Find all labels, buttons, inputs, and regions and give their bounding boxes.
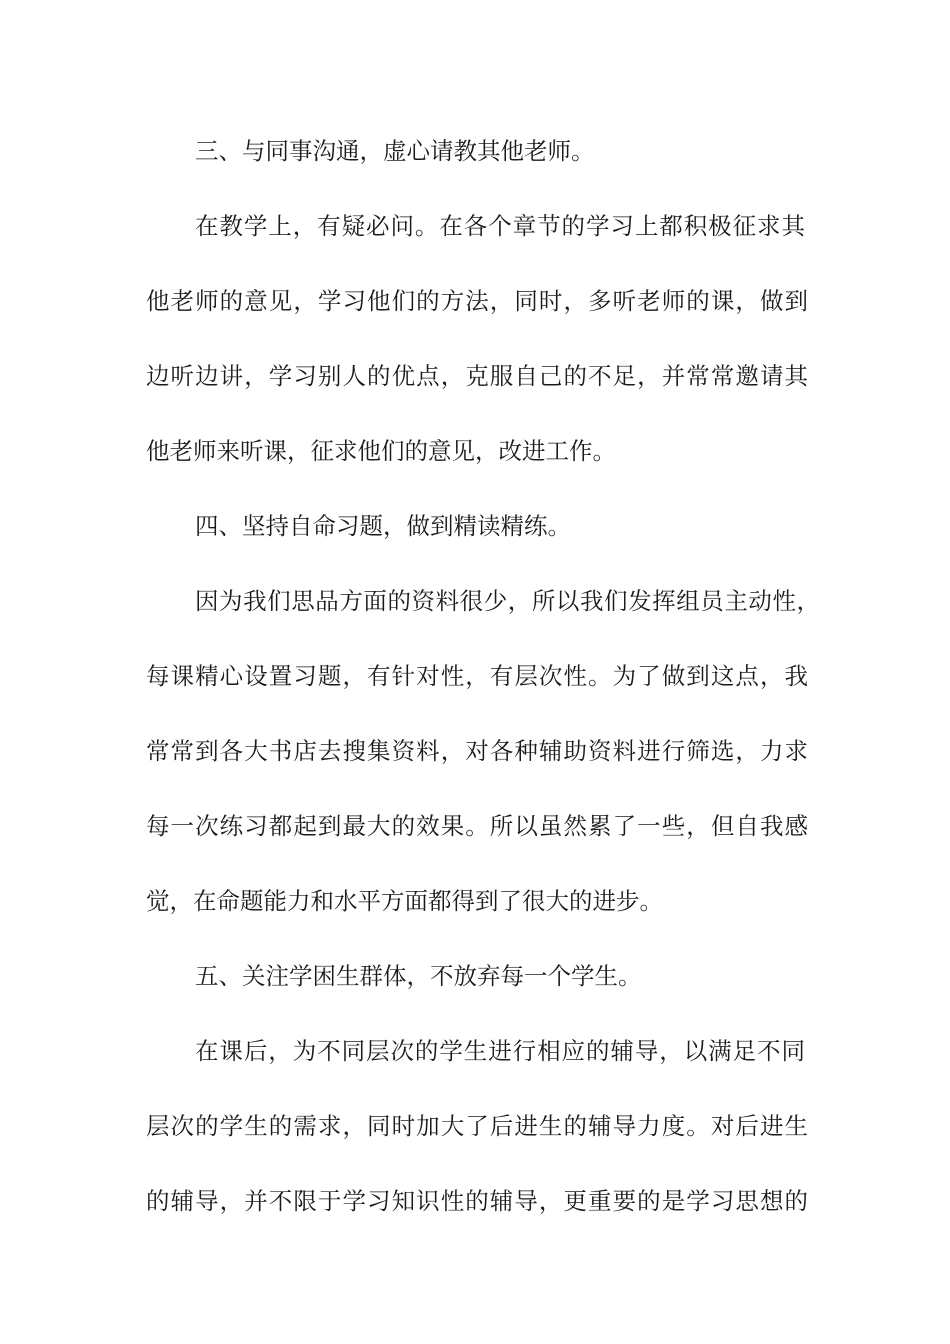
section-heading-4: 四、坚持自命习题，做到精读精练。 (195, 512, 571, 540)
paragraph-line: 在课后，为不同层次的学生进行相应的辅导，以满足不同 (195, 1037, 805, 1065)
section-heading-3: 三、与同事沟通，虚心请教其他老师。 (195, 137, 595, 165)
paragraph-line: 边听边讲，学习别人的优点，克服自己的不足，并常常邀请其 (146, 362, 808, 390)
paragraph-line: 他老师来听课，征求他们的意见，改进工作。 (146, 437, 616, 465)
paragraph-line: 层次的学生的需求，同时加大了后进生的辅导力度。对后进生 (146, 1112, 808, 1140)
section-heading-5: 五、关注学困生群体，不放弃每一个学生。 (195, 962, 642, 990)
paragraph-line: 在教学上，有疑必问。在各个章节的学习上都积极征求其 (195, 212, 805, 240)
paragraph-line: 常常到各大书店去搜集资料，对各种辅助资料进行筛选，力求 (146, 737, 808, 765)
paragraph-line: 每课精心设置习题，有针对性，有层次性。为了做到这点，我 (146, 662, 808, 690)
paragraph-line: 觉，在命题能力和水平方面都得到了很大的进步。 (146, 887, 663, 915)
paragraph-line: 每一次练习都起到最大的效果。所以虽然累了一些，但自我感 (146, 812, 808, 840)
paragraph-line: 的辅导，并不限于学习知识性的辅导，更重要的是学习思想的 (146, 1187, 808, 1215)
paragraph-line: 因为我们思品方面的资料很少，所以我们发挥组员主动性， (195, 587, 820, 615)
paragraph-line: 他老师的意见，学习他们的方法，同时，多听老师的课，做到 (146, 287, 808, 315)
